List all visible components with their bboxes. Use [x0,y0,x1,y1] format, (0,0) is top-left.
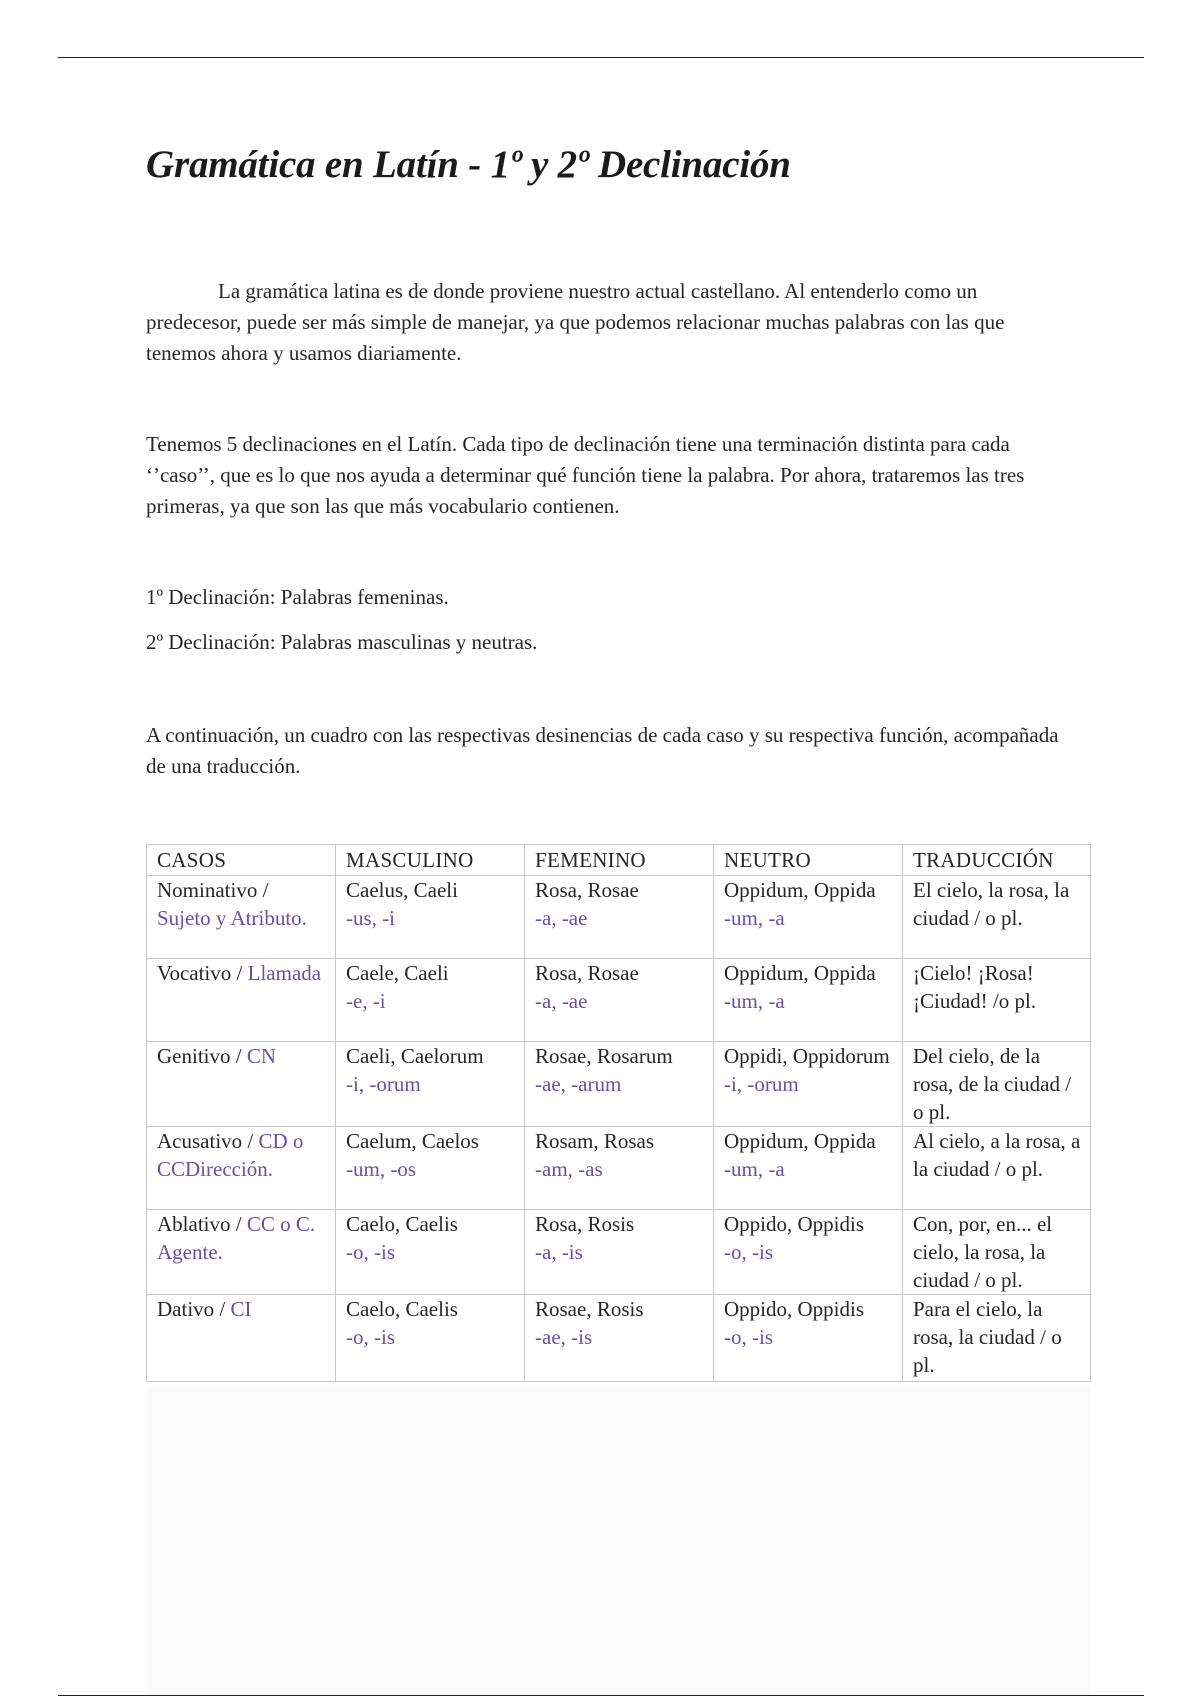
neuter-forms: Oppidum, Oppida [724,878,876,902]
declension-table [146,844,1091,1382]
masculine-cell [336,959,525,1042]
neuter-endings: -um, -a [724,989,785,1013]
masculine-endings: -um, -os [346,1157,416,1181]
case-function: CN [246,1044,277,1068]
table-row [147,1210,1091,1295]
feminine-forms: Rosae, Rosarum [535,1044,673,1068]
neuter-cell [714,1042,903,1127]
feminine-endings: -ae, -is [535,1325,593,1349]
translation-cell: ¡Cielo! ¡Rosa! ¡Ciudad! /o pl. [903,959,1091,1042]
feminine-endings: -ae, -arum [535,1072,622,1096]
case-function: CD o CCDirección. [157,1129,304,1181]
neuter-endings: -um, -a [724,906,785,930]
case-cell [147,1042,336,1127]
translation-cell: Con, por, en... el cielo, la rosa, la ciudad / o pl. [903,1210,1091,1295]
feminine-forms: Rosa, Rosis [535,1212,635,1236]
neuter-forms: Oppido, Oppidis [724,1297,865,1321]
feminine-forms: Rosam, Rosas [535,1129,655,1153]
case-name: Vocativo / [157,961,248,985]
case-name: Ablativo / [157,1212,247,1236]
header-neutro: NEUTRO [714,845,903,876]
case-function: Sujeto y Atributo. [157,906,307,930]
neuter-forms: Oppidi, Oppidorum [724,1044,890,1068]
table-row [147,1127,1091,1210]
masculine-forms: Caelus, Caeli [346,878,458,902]
feminine-cell [525,1210,714,1295]
header-femenino: FEMENINO [525,845,714,876]
masculine-forms: Caeli, Caelorum [346,1044,484,1068]
translation-cell: Al cielo, a la rosa, a la ciudad / o pl. [903,1127,1091,1210]
case-cell [147,1295,336,1382]
header-masculino: MASCULINO [336,845,525,876]
neuter-endings: -um, -a [724,1157,785,1181]
feminine-cell [525,1295,714,1382]
masculine-cell [336,1042,525,1127]
declinations-paragraph: Tenemos 5 declinaciones en el Latín. Cada tipo de declinación tiene una terminación distinta para cada ‘’caso’’, que es lo que nos ayuda a determinar qué función tiene la palabra. Por ahora, trataremos las tres primeras, ya que son las que más vocabulario contienen. [146,432,1025,518]
neuter-forms: Oppidum, Oppida [724,961,876,985]
second-declension-line: 2º Declinación: Palabras masculinas y neutras. [146,630,538,654]
first-declension-line: 1º Declinación: Palabras femeninas. [146,585,449,609]
feminine-forms: Rosa, Rosae [535,961,639,985]
page-title: Gramática en Latín - 1º y 2º Declinación [146,143,791,186]
feminine-cell [525,959,714,1042]
neuter-cell [714,1127,903,1210]
masculine-endings: -e, -i [346,989,386,1013]
neuter-endings: -o, -is [724,1240,773,1264]
translation-cell: Para el cielo, la rosa, la ciudad / o pl. [903,1295,1091,1382]
header-traduccion: TRADUCCIÓN [903,845,1091,876]
table-row [147,1042,1091,1127]
feminine-forms: Rosa, Rosae [535,878,639,902]
masculine-forms: Caelum, Caelos [346,1129,479,1153]
case-name: Dativo / [157,1297,231,1321]
feminine-cell [525,876,714,959]
feminine-forms: Rosae, Rosis [535,1297,644,1321]
case-cell [147,1210,336,1295]
translation-cell: El cielo, la rosa, la ciudad / o pl. [903,876,1091,959]
case-name: Acusativo / [157,1129,259,1153]
masculine-endings: -o, -is [346,1240,395,1264]
feminine-cell [525,1127,714,1210]
masculine-forms: Caelo, Caelis [346,1297,458,1321]
feminine-endings: -a, -ae [535,906,588,930]
case-function: CC o C. Agente. [157,1212,316,1264]
case-name: Genitivo / [157,1044,247,1068]
case-cell [147,876,336,959]
feminine-endings: -a, -ae [535,989,588,1013]
header-casos: CASOS [147,845,336,876]
neuter-cell [714,1210,903,1295]
neuter-forms: Oppido, Oppidis [724,1212,865,1236]
masculine-cell [336,876,525,959]
table-header-row [147,845,1091,876]
page-shade [146,1386,1090,1695]
neuter-endings: -o, -is [724,1325,773,1349]
case-cell [147,1127,336,1210]
masculine-forms: Caelo, Caelis [346,1212,458,1236]
neuter-cell [714,876,903,959]
table-intro-paragraph: A continuación, un cuadro con las respectivas desinencias de cada caso y su respectiva función, acompañada de una traducción. [146,723,1059,778]
feminine-cell [525,1042,714,1127]
case-function: Llamada [247,961,322,985]
intro-paragraph: La gramática latina es de donde proviene nuestro actual castellano. Al entenderlo como un predecesor, puede ser más simple de manejar, ya que podemos relacionar muchas palabras con las que tenemos ahora y usamos diariamente. [146,279,1005,365]
masculine-endings: -i, -orum [346,1072,421,1096]
top-rule [58,57,1144,58]
table-row [147,876,1091,959]
neuter-forms: Oppidum, Oppida [724,1129,876,1153]
masculine-cell [336,1127,525,1210]
table-row [147,1295,1091,1382]
case-cell [147,959,336,1042]
masculine-endings: -us, -i [346,906,395,930]
feminine-endings: -a, -is [535,1240,583,1264]
neuter-cell [714,1295,903,1382]
neuter-endings: -i, -orum [724,1072,799,1096]
translation-cell: Del cielo, de la rosa, de la ciudad / o pl. [903,1042,1091,1127]
masculine-endings: -o, -is [346,1325,395,1349]
masculine-forms: Caele, Caeli [346,961,449,985]
bottom-rule [58,1695,1144,1696]
masculine-cell [336,1210,525,1295]
case-function: CI [230,1297,252,1321]
case-name: Nominativo / [157,878,268,902]
masculine-cell [336,1295,525,1382]
neuter-cell [714,959,903,1042]
feminine-endings: -am, -as [535,1157,603,1181]
table-row [147,959,1091,1042]
